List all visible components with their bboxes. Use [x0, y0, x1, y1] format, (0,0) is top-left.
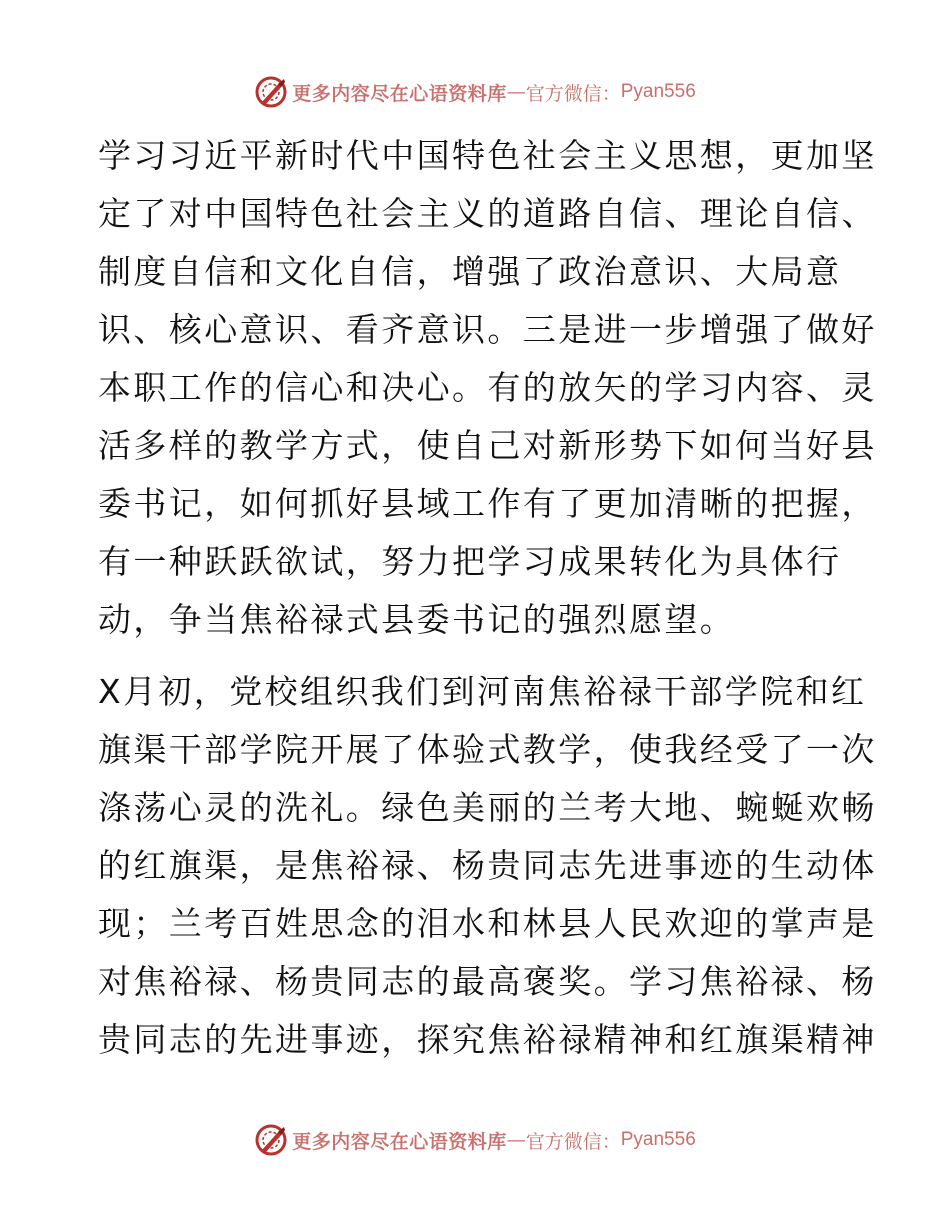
wechat-account: Pyan556	[620, 81, 696, 102]
banner-separator: —	[506, 81, 526, 103]
text-line: 动，争当焦裕禄式县委书记的强烈愿望。	[98, 600, 736, 639]
text-line: 贵同志的先进事迹，探究焦裕禄精神和红旗渠精神	[98, 1020, 877, 1059]
wechat-label: 官方微信：	[525, 1130, 621, 1153]
text-line: 旗渠干部学院开展了体验式教学，使我经受了一次	[98, 730, 877, 769]
promo-text: 更多内容尽在心语资料库	[292, 1130, 507, 1153]
text-line: 本职工作的信心和决心。有的放矢的学习内容、灵	[98, 368, 877, 407]
text-line: 识、核心意识、看齐意识。三是进一步增强了做好	[98, 310, 877, 349]
text-line: 委书记，如何抓好县域工作有了更加清晰的把握，	[98, 484, 877, 523]
banner-separator: —	[506, 1129, 526, 1151]
document-body	[98, 127, 877, 1069]
wechat-label: 官方微信：	[525, 82, 621, 105]
text-line: 有一种跃跃欲试，努力把学习成果转化为具体行	[98, 542, 842, 581]
text-line: 现；兰考百姓思念的泪水和林县人民欢迎的掌声是	[98, 904, 877, 943]
quill-pen-logo-icon	[254, 75, 288, 109]
promo-text: 更多内容尽在心语资料库	[292, 82, 507, 105]
text-line: 活多样的教学方式，使自己对新形势下如何当好县	[98, 426, 877, 465]
paragraph-2	[98, 663, 877, 1069]
paragraph-gap	[98, 649, 858, 663]
paragraph-1	[98, 127, 877, 649]
text-line: 定了对中国特色社会主义的道路自信、理论自信、	[98, 194, 877, 233]
text-line: X月初，党校组织我们到河南焦裕禄干部学院和红	[98, 672, 867, 711]
text-line: 的红旗渠，是焦裕禄、杨贵同志先进事迹的生动体	[98, 846, 877, 885]
text-line: 学习习近平新时代中国特色社会主义思想，更加坚	[98, 136, 877, 175]
footer-banner	[0, 1120, 950, 1160]
text-line: 制度自信和文化自信，增强了政治意识、大局意	[98, 252, 842, 291]
header-banner	[0, 72, 950, 112]
wechat-account: Pyan556	[620, 1129, 696, 1150]
quill-pen-logo-icon	[254, 1123, 288, 1157]
text-line: 对焦裕禄、杨贵同志的最高褒奖。学习焦裕禄、杨	[98, 962, 877, 1001]
text-line: 涤荡心灵的洗礼。绿色美丽的兰考大地、蜿蜒欢畅	[98, 788, 877, 827]
